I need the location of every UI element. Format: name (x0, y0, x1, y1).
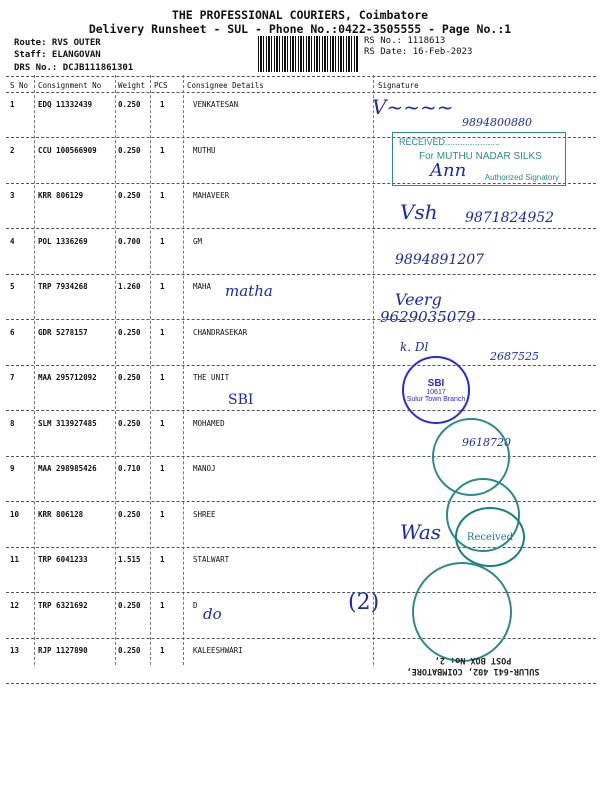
stamp-company-name: For MUTHU NADAR SILKS (419, 151, 542, 162)
row-divider (6, 683, 596, 684)
cell-consignee: D (193, 601, 198, 610)
cell-consignment: SLM 313927485 (38, 419, 97, 428)
row-divider (6, 365, 596, 366)
col-header-signature: Signature (378, 81, 419, 90)
column-divider (34, 75, 35, 665)
cell-weight: 0.250 (118, 328, 141, 337)
cell-sno: 3 (10, 191, 15, 200)
cell-weight: 0.250 (118, 419, 141, 428)
sbi-label: SBI (427, 377, 445, 389)
cell-weight: 0.700 (118, 237, 141, 246)
cell-weight: 0.250 (118, 373, 141, 382)
header-rule-top (6, 76, 596, 77)
rs-date: RS Date: 16-Feb-2023 (364, 47, 473, 57)
cell-consignee: KALEESHWARI (193, 646, 243, 655)
barcode (258, 36, 358, 72)
cell-sno: 5 (10, 282, 15, 291)
cell-pcs: 1 (160, 282, 165, 291)
cell-weight: 1.260 (118, 282, 141, 291)
phone-row5: 9629035079 (380, 308, 476, 326)
cell-consignment: KRR 806128 (38, 510, 84, 519)
cell-pcs: 1 (160, 237, 165, 246)
column-divider (150, 75, 151, 665)
signature-row6: k. Dl (400, 340, 429, 354)
cell-pcs: 1 (160, 601, 165, 610)
cell-weight: 0.250 (118, 510, 141, 519)
cell-pcs: 1 (160, 555, 165, 564)
cell-consignment: KRR 806129 (38, 191, 84, 200)
col-header-sno: S No (10, 81, 29, 90)
cell-consignment: MAA 295712092 (38, 373, 97, 382)
received-badge: Received (455, 507, 525, 567)
cell-sno: 13 (10, 646, 20, 655)
cell-consignee: CHANDRASEKAR (193, 328, 248, 337)
stamp-received-line: RECEIVED...................... (399, 137, 501, 147)
cell-consignee: MAHAVEER (193, 191, 230, 200)
phone-row8: 9618720 (462, 436, 511, 449)
cell-pcs: 1 (160, 328, 165, 337)
ditto-note: do (203, 605, 222, 623)
signature-row3: Vsh (400, 200, 438, 224)
circled-mark-row12: (2) (348, 590, 380, 615)
signature-row1: V~~~~ (372, 95, 454, 119)
cell-consignee: VENKATESAN (193, 100, 239, 109)
cell-weight: 0.250 (118, 146, 141, 155)
row-divider (6, 410, 596, 411)
cell-pcs: 1 (160, 146, 165, 155)
cell-sno: 9 (10, 464, 15, 473)
rs-number: RS No.: 1118613 (364, 36, 446, 46)
cell-pcs: 1 (160, 510, 165, 519)
cell-consignment: RJP 1127890 (38, 646, 88, 655)
cell-consignee: GM (193, 237, 203, 246)
cell-consignee: MAHA (193, 282, 212, 291)
cell-consignee: MOHAMED (193, 419, 225, 428)
cell-sno: 2 (10, 146, 15, 155)
row-divider (6, 228, 596, 229)
cell-sno: 10 (10, 510, 20, 519)
cell-consignee: THE UNIT (193, 373, 230, 382)
cell-pcs: 1 (160, 464, 165, 473)
cell-sno: 11 (10, 555, 20, 564)
cell-weight: 0.250 (118, 191, 141, 200)
cell-consignment: TRP 6041233 (38, 555, 88, 564)
col-header-consignee: Consignee Details (187, 81, 264, 90)
address-stamp (376, 654, 570, 676)
signature-row2: Ann (430, 160, 467, 181)
stamp-authorized: Authorized Signatory (484, 173, 559, 182)
cell-sno: 7 (10, 373, 15, 382)
cell-consignment: MAA 298985426 (38, 464, 97, 473)
sbi-note: SBI (228, 392, 254, 408)
sbi-code: 10617 (426, 388, 446, 396)
row-divider (6, 274, 596, 275)
cell-pcs: 1 (160, 646, 165, 655)
cell-pcs: 1 (160, 373, 165, 382)
cell-consignment: TRP 7934268 (38, 282, 88, 291)
drs-number: DRS No.: DCJB111861301 (14, 63, 134, 73)
signature-row5: Veerg (395, 290, 442, 309)
cell-sno: 12 (10, 601, 20, 610)
cell-consignee: MUTHU (193, 146, 216, 155)
cell-consignment: TRP 6321692 (38, 601, 88, 610)
sbi-branch-seal (402, 356, 470, 424)
cell-consignment: CCU 100566909 (38, 146, 97, 155)
runsheet-subtitle: Delivery Runsheet - SUL - Phone No.:0422-3505555 - Page No.:1 (88, 22, 512, 36)
signature-row10: Was (400, 520, 442, 544)
cell-weight: 0.710 (118, 464, 141, 473)
column-divider (373, 75, 374, 665)
header-rule-bottom (6, 92, 596, 93)
phone-row1: 9894800880 (462, 116, 532, 129)
column-divider (183, 75, 184, 665)
address-line2: POST BOX No: 2, (434, 655, 512, 665)
sbi-branch: Sulur Town Branch (406, 395, 466, 403)
column-divider (115, 75, 116, 665)
company-title: THE PROFESSIONAL COURIERS, Coimbatore (171, 8, 429, 22)
staff-label: Staff: ELANGOVAN (14, 50, 101, 60)
row-divider (6, 319, 596, 320)
cell-weight: 0.250 (118, 646, 141, 655)
col-header-pcs: PCS (154, 81, 168, 90)
cell-consignee: SHREE (193, 510, 216, 519)
cell-pcs: 1 (160, 419, 165, 428)
cell-sno: 1 (10, 100, 15, 109)
cell-consignee: MANOJ (193, 464, 216, 473)
cell-sno: 8 (10, 419, 15, 428)
company-stamp (392, 132, 566, 186)
cell-consignment: GDR 5278157 (38, 328, 88, 337)
cell-weight: 0.250 (118, 100, 141, 109)
cell-pcs: 1 (160, 191, 165, 200)
cell-sno: 6 (10, 328, 15, 337)
cell-pcs: 1 (160, 100, 165, 109)
cell-consignment: EDQ 11332439 (38, 100, 93, 109)
cell-consignee: STALWART (193, 555, 230, 564)
maha-note: matha (225, 282, 273, 300)
number-row6: 2687525 (490, 350, 539, 363)
phone-row3: 9871824952 (465, 210, 555, 226)
cell-weight: 0.250 (118, 601, 141, 610)
route-label: Route: RVS OUTER (14, 38, 101, 48)
address-line1: SULUR-641 402, COIMBATORE, (406, 666, 540, 676)
col-header-consignment: Consignment No (38, 81, 102, 90)
cell-weight: 1.515 (118, 555, 141, 564)
cell-consignment: POL 1336269 (38, 237, 88, 246)
phone-row4: 9894891207 (395, 252, 485, 268)
row-divider (6, 638, 596, 639)
col-header-weight: Weight (118, 81, 146, 90)
round-seal-row11 (412, 562, 512, 662)
cell-sno: 4 (10, 237, 15, 246)
